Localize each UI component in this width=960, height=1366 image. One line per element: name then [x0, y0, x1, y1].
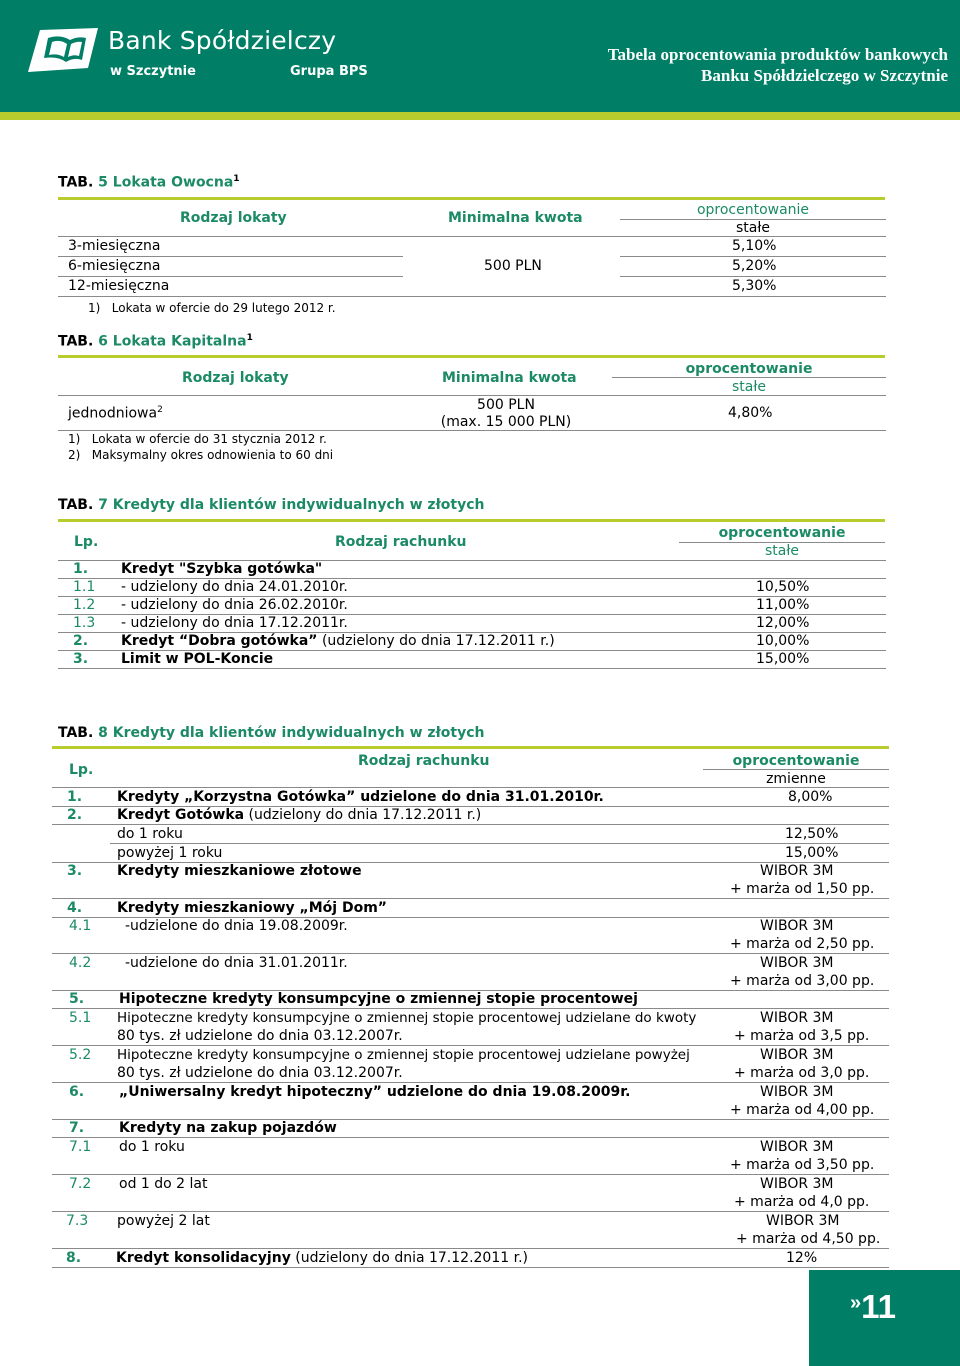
tab7-rate: 11,00% — [756, 597, 810, 613]
tab8-rate: + marża od 3,50 pp. — [730, 1157, 875, 1173]
tab6-min-line1: 500 PLN — [477, 397, 535, 413]
tab8-name: „Uniwersalny kredyt hipoteczny” udzielone do dnia 19.08.2009r. — [119, 1084, 631, 1100]
tab5-top-rule — [58, 197, 885, 200]
tab-number: 7 — [98, 497, 108, 513]
tab6-rate: 4,80% — [728, 405, 773, 421]
bank-logo-icon — [26, 24, 100, 74]
document-title-line2: Banku Spółdzielczego w Szczytnie — [701, 66, 948, 85]
row-rule — [58, 276, 403, 277]
tab8-rate: + marża od 2,50 pp. — [730, 936, 875, 952]
tab8-head-rule — [52, 787, 889, 788]
tab-prefix: TAB. — [58, 333, 94, 350]
row-type-text: jednodniowa — [68, 405, 158, 422]
tab8-name: -udzielone do dnia 19.08.2009r. — [125, 918, 348, 934]
tab-title: Kredyty dla klientów indywidualnych w złotych — [112, 497, 485, 513]
tab6-heading — [58, 333, 253, 350]
tab-prefix: TAB. — [58, 725, 94, 741]
row-rule — [110, 843, 889, 844]
bank-name: Bank Spółdzielczy — [108, 26, 337, 55]
tab8-name: powyżej 1 roku — [117, 845, 223, 861]
tab6-col-rate-sub: stałe — [732, 379, 766, 395]
tab8-name: -udzielone do dnia 31.01.2011r. — [125, 955, 348, 971]
tab7-lp: 1.2 — [73, 597, 96, 613]
tab7-heading — [58, 497, 484, 513]
tab-title: Lokata Owocna — [112, 174, 234, 191]
tab8-name: Kredyty na zakup pojazdów — [119, 1120, 337, 1136]
tab8-rate: WIBOR 3M — [760, 1176, 834, 1192]
bank-city: w Szczytnie — [110, 64, 196, 79]
tab7-name: - udzielony do dnia 24.01.2010r. — [121, 579, 348, 595]
tab7-rate: 10,00% — [756, 633, 810, 649]
tab5-row-rate: 5,30% — [732, 278, 777, 294]
tab5-row-type: 12-miesięczna — [68, 278, 170, 294]
name-bold: Kredyt “Dobra gotówka” — [121, 633, 318, 649]
row-rule — [620, 256, 886, 257]
tab8-name — [116, 1250, 528, 1266]
tab8-rate: WIBOR 3M — [766, 1213, 840, 1229]
tab5-row-rate: 5,10% — [732, 238, 777, 254]
row-rule — [52, 898, 889, 899]
tab8-heading — [58, 725, 484, 741]
tab5-heading — [58, 174, 240, 191]
tab8-rate: 8,00% — [788, 789, 833, 805]
tab8-rate: + marża od 4,0 pp. — [734, 1194, 870, 1210]
tab8-lp: 7. — [69, 1120, 85, 1136]
tab8-col-lp: Lp. — [69, 762, 94, 778]
tab-prefix: TAB. — [58, 174, 94, 191]
tab8-name: Kredyty mieszkaniowy „Mój Dom” — [117, 900, 387, 916]
name-rest: (udzielony do dnia 17.12.2011 r.) — [244, 807, 482, 823]
name-bold: Kredyt konsolidacyjny — [116, 1250, 291, 1266]
tab8-rate: 15,00% — [785, 845, 839, 861]
tab5-col-rate-sub: stałe — [736, 220, 770, 236]
row-rule — [52, 1082, 889, 1083]
page-number-value: 11 — [861, 1288, 897, 1325]
tab8-lp: 2. — [67, 807, 83, 823]
tab8-name: do 1 roku — [117, 826, 183, 842]
tab8-rate: WIBOR 3M — [760, 863, 834, 879]
tab8-lp: 7.1 — [69, 1139, 92, 1155]
tab6-row-type — [68, 405, 163, 422]
tab8-lp: 5. — [69, 991, 85, 1007]
tab-title: Kredyty dla klientów indywidualnych w złotych — [112, 725, 485, 741]
tab6-min-line2: (max. 15 000 PLN) — [440, 414, 572, 430]
tab8-lp: 8. — [66, 1250, 82, 1266]
tab5-row-rate: 5,20% — [732, 258, 777, 274]
row-rule — [52, 1174, 889, 1175]
tab5-row-type: 3-miesięczna — [68, 238, 161, 254]
tab8-name: powyżej 2 lat — [117, 1213, 210, 1229]
tab8-name: Hipoteczne kredyty konsumpcyjne o zmiennej stopie procentowej — [119, 991, 638, 1007]
row-rule — [52, 1248, 889, 1249]
tab7-name — [121, 633, 555, 649]
row-rule — [58, 256, 403, 257]
tab8-name: 80 tys. zł udzielone do dnia 03.12.2007r. — [117, 1065, 403, 1081]
tab7-rate: 10,50% — [756, 579, 810, 595]
header-accent-line — [0, 112, 960, 120]
tab7-rate: 15,00% — [756, 651, 810, 667]
tab8-rate: + marża od 3,00 pp. — [730, 973, 875, 989]
tab8-rate: 12,50% — [785, 826, 839, 842]
tab7-lp: 1.3 — [73, 615, 96, 631]
tab6-rate-rule — [612, 377, 886, 378]
row-rule — [52, 1008, 889, 1009]
tab8-lp: 1. — [67, 789, 83, 805]
tab8-rate: + marża od 3,5 pp. — [734, 1028, 870, 1044]
bank-group: Grupa BPS — [290, 64, 368, 79]
tab5-col-min: Minimalna kwota — [448, 210, 583, 226]
tab8-name: 80 tys. zł udzielone do dnia 03.12.2007r. — [117, 1028, 403, 1044]
tab7-lp: 1.1 — [73, 579, 96, 595]
tab8-rate: WIBOR 3M — [760, 1010, 834, 1026]
tab-number: 8 — [98, 725, 108, 741]
tab7-col-rate-sub: stałe — [765, 543, 799, 559]
tab7-col-rate: oprocentowanie — [718, 525, 846, 541]
tab8-lp: 7.3 — [66, 1213, 89, 1229]
tab-number: 6 — [98, 333, 108, 350]
row-rule — [52, 1045, 889, 1046]
tab7-name: Limit w POL-Koncie — [121, 651, 274, 667]
tab5-row-type: 6-miesięczna — [68, 258, 161, 274]
tab8-lp: 4.2 — [69, 955, 92, 971]
tab7-name: - udzielony do dnia 17.12.2011r. — [121, 615, 348, 631]
tab7-col-lp: Lp. — [74, 534, 99, 550]
tab8-rate: WIBOR 3M — [760, 955, 834, 971]
tab8-rate: 12% — [786, 1250, 818, 1266]
tab8-name: Hipoteczne kredyty konsumpcyjne o zmiennej stopie procentowej udzielane powyżej — [117, 1047, 690, 1063]
row-rule — [52, 1137, 889, 1138]
tab8-name: Kredyty mieszkaniowe złotowe — [117, 863, 362, 879]
footnote-ref: 1 — [246, 333, 253, 343]
tab8-lp: 6. — [69, 1084, 85, 1100]
tab8-name: do 1 roku — [119, 1139, 185, 1155]
tab-prefix: TAB. — [58, 497, 94, 513]
footnote-ref: 1 — [233, 174, 240, 184]
tab8-top-rule — [52, 746, 889, 749]
tab7-lp: 1. — [73, 561, 89, 577]
name-rest: (udzielony do dnia 17.12.2011 r.) — [290, 1250, 528, 1266]
tab7-col-type: Rodzaj rachunku — [335, 534, 467, 550]
tab8-lp: 7.2 — [69, 1176, 92, 1192]
tab8-rate: + marża od 3,0 pp. — [734, 1065, 870, 1081]
tab6-col-rate: oprocentowanie — [685, 361, 813, 377]
tab8-rate: WIBOR 3M — [760, 1084, 834, 1100]
tab7-name: Kredyt "Szybka gotówka" — [121, 561, 323, 577]
tab8-rate: + marża od 1,50 pp. — [730, 881, 875, 897]
tab7-rate: 12,00% — [756, 615, 810, 631]
tab8-col-rate-sub: zmienne — [766, 771, 826, 787]
tab8-rate: WIBOR 3M — [760, 1047, 834, 1063]
tab5-bottom-rule — [58, 296, 886, 297]
tab7-lp: 2. — [73, 633, 89, 649]
tab6-col-min: Minimalna kwota — [442, 370, 577, 386]
tab8-lp: 5.1 — [69, 1010, 92, 1026]
tab7-name: - udzielony do dnia 26.02.2010r. — [121, 597, 348, 613]
tab8-bottom-rule — [52, 1267, 889, 1268]
name-bold: Kredyt Gotówka — [117, 807, 245, 823]
row-rule — [620, 276, 886, 277]
tab8-rate: WIBOR 3M — [760, 1139, 834, 1155]
tab8-name: Hipoteczne kredyty konsumpcyjne o zmiennej stopie procentowej udzielane do kwoty — [117, 1010, 697, 1026]
tab8-lp: 4.1 — [69, 918, 92, 934]
tab-title: Lokata Kapitalna — [112, 333, 247, 350]
tab8-name: od 1 do 2 lat — [119, 1176, 208, 1192]
name-rest: (udzielony do dnia 17.12.2011 r.) — [317, 633, 555, 649]
tab6-head-rule — [58, 395, 886, 396]
tab7-bottom-rule — [58, 668, 886, 669]
tab8-lp: 3. — [67, 863, 83, 879]
tab6-footnote-1: 1) Lokata w ofercie do 31 stycznia 2012 r. — [68, 432, 327, 446]
tab8-name — [117, 807, 481, 823]
tab6-col-type: Rodzaj lokaty — [182, 370, 289, 386]
tab8-lp: 5.2 — [69, 1047, 92, 1063]
row-rule — [52, 824, 889, 825]
tab8-name: Kredyty „Korzystna Gotówka” udzielone do dnia 31.01.2010r. — [117, 789, 604, 805]
tab5-min-value: 500 PLN — [484, 258, 542, 274]
tab8-col-type: Rodzaj rachunku — [358, 753, 490, 769]
tab7-lp: 3. — [73, 651, 89, 667]
tab5-head-rule — [58, 236, 886, 237]
document-title-line1: Tabela oprocentowania produktów bankowych — [607, 45, 948, 64]
page-marker: » — [850, 1292, 862, 1314]
footnote-ref: 2 — [157, 405, 163, 415]
row-rule — [52, 953, 889, 954]
tab6-footnote-2: 2) Maksymalny okres odnowienia to 60 dni — [68, 448, 334, 462]
row-rule — [52, 1211, 889, 1212]
tab5-footnote: 1) Lokata w ofercie do 29 lutego 2012 r. — [88, 301, 336, 315]
tab6-top-rule — [58, 355, 885, 358]
tab5-col-rate: oprocentowanie — [696, 202, 810, 218]
tab7-top-rule — [58, 519, 885, 522]
tab8-col-rate: oprocentowanie — [732, 753, 860, 769]
tab8-rate: + marża od 4,50 pp. — [736, 1231, 881, 1247]
tab6-bottom-rule — [58, 430, 886, 431]
tab8-rate-rule — [703, 769, 889, 770]
tab-number: 5 — [98, 174, 108, 191]
tab8-rate: + marża od 4,00 pp. — [730, 1102, 875, 1118]
tab8-rate: WIBOR 3M — [760, 918, 834, 934]
tab8-lp: 4. — [67, 900, 83, 916]
tab5-col-type: Rodzaj lokaty — [180, 210, 287, 226]
page-number — [850, 1288, 896, 1326]
